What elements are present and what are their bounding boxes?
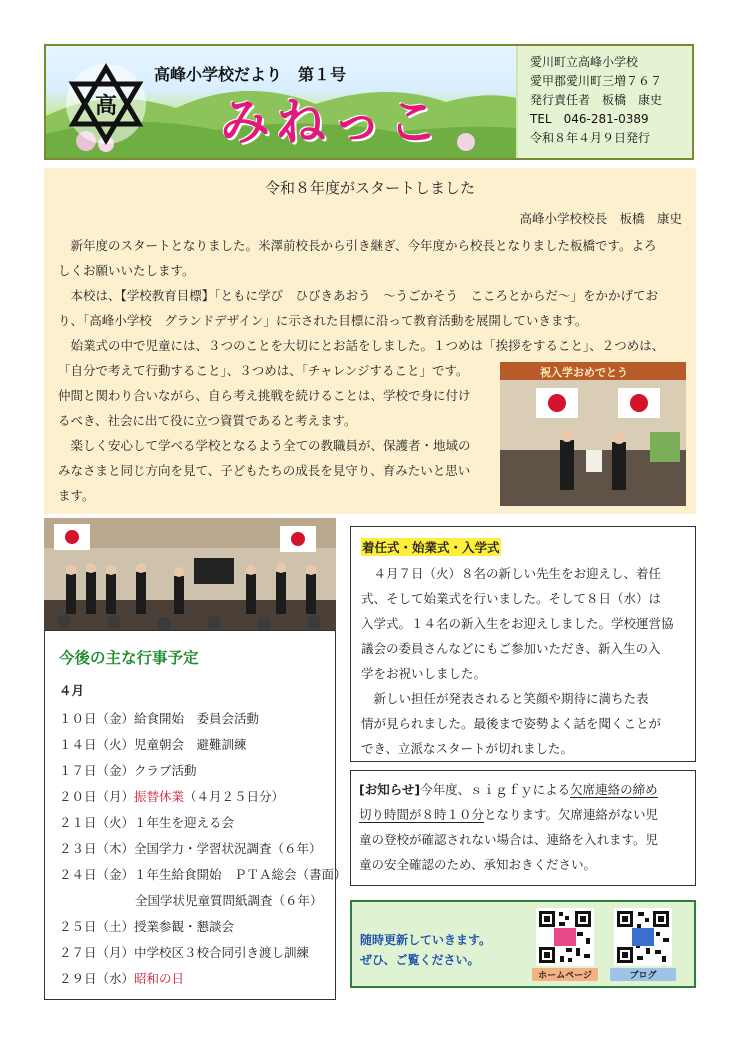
website-promo [350,900,696,988]
ceremony-photo [500,362,686,506]
greeting-title: 令和８年度がスタートしました [264,179,475,197]
event-item [59,761,197,779]
event-date: ２３日（木） [59,841,135,856]
event-item [59,709,259,727]
event-item-continued [135,891,323,909]
notice-line [359,802,693,827]
notice-emphasis: 切り時間が８時１０分 [359,807,485,822]
event-text-holiday: 振替休業 [134,789,185,804]
greeting-line: 本校は、【学校教育目標】「ともに学び ひびきあおう ～うごかそう こころとからだ～」をかかげてお [58,288,659,303]
events-month: ４月 [59,683,85,698]
ceremony-line: 学をお祝いしました。 [361,666,487,681]
event-item [59,917,234,935]
blog-qr-icon[interactable] [614,908,672,966]
homepage-qr-label: ホームページ [532,968,598,981]
event-item [59,735,247,753]
ceremony-title: 着任式・始業式・入学式 [362,540,500,555]
event-item [59,865,347,883]
school-name: 愛川町立高峰小学校 [530,55,639,69]
event-text: １年生給食開始 ＰＴＡ総会（書面） [134,867,347,882]
event-date: ２５日（土） [59,919,135,934]
ceremony-line: 式、そして始業式を行いました。そして８日（水）は [361,591,662,606]
event-item [59,839,322,857]
greeting-line: みなさまと同じ方向を見て、子どもたちの成長を見守り、育みたいと思い [58,463,471,478]
event-text: 授業参観・懇談会 [134,919,235,934]
event-date: ２１日（火） [59,815,135,830]
event-item [59,813,234,831]
phone: TEL 046-281-0389 [530,112,649,126]
notice-text: 今年度、ｓｉｇｆｙによる [420,782,571,797]
ceremony-line: 入学式。１４名の新入生をお迎えしました。学校運営協 [361,616,674,631]
homepage-qr-icon[interactable] [536,908,594,966]
issue-date: 令和８年４月９日発行 [530,131,651,145]
event-text: 児童朝会 避難訓練 [134,737,247,752]
publisher: 発行責任者 板橋 康史 [530,93,663,107]
event-text: １年生を迎える会 [134,815,235,830]
notice-emphasis: 欠席連絡の締め [570,782,658,797]
school-address: 愛甲郡愛川町三増７６７ [530,74,663,88]
ceremony-article [350,526,696,762]
greeting-line: 新年度のスタートとなりました。米澤前校長から引き継ぎ、今年度から校長となりました板橋です。よろ [58,238,657,253]
event-item [59,969,184,987]
emblem-char: 高 [94,94,118,119]
event-date: ２９日（水） [59,971,135,986]
blog-qr-label: ブログ [610,968,676,981]
promo-text [360,930,491,970]
event-date: １４日（火） [59,737,135,752]
notice-box [350,770,696,886]
event-date: ２７日（月） [59,945,135,960]
event-text: クラブ活動 [134,763,197,778]
promo-line: 随時更新していきます。 [360,933,492,947]
masthead [44,44,694,160]
notice-label: [お知らせ] [359,782,421,797]
greeting-line: ます。 [58,488,95,503]
greeting-line: るべき、社会に出て役に立つ資質であると考えます。 [58,413,357,428]
ceremony-line: 議会の委員さんなどにもご参加いただき、新入生の入 [361,641,661,656]
masthead-banner [46,46,516,158]
event-date: ２４日（金） [59,867,135,882]
notice-line [359,777,693,802]
ceremony-line: ４月７日（火）８名の新しい先生をお迎えし、着任 [361,566,662,581]
publisher-info [518,46,692,158]
event-text-holiday: 昭和の日 [134,971,185,986]
greeting-line: 楽しく安心して学べる学校となるよう全ての教職員が、保護者・地域の [58,438,471,453]
greeting-author: 高峰小学校校長 板橋 康史 [519,211,682,226]
staff-introduction-photo [44,518,336,630]
greeting-line: り、「高峰小学校 グランドデザイン」に示された目標に沿って教育活動を展開していきます。 [58,313,588,328]
ceremony-line: 新しい担任が発表されると笑顔や期待に満ちた表 [361,691,649,706]
event-item [59,787,284,805]
promo-line: ぜひ、ご覧ください。 [360,953,480,967]
newsletter-title: 高峰小学校だより 第１号 [154,65,347,84]
event-text: 給食開始 委員会活動 [134,711,260,726]
event-date: １０日（金） [59,711,135,726]
greeting-line: 始業式の中で児童には、３つのことを大切にとお話をしました。１つめは「挨拶をすること」、２つめは、 [58,338,665,353]
event-date: ２０日（月） [59,789,135,804]
greeting-line: 「自分で考えて行動すること」、３つめは、「チャレンジすること」です。 [58,363,469,378]
notice-line: 童の安全確認のため、承知おきください。 [359,857,597,872]
event-item [59,943,309,961]
events-box [44,630,347,1000]
event-text: 中学校区３校合同引き渡し訓練 [134,945,310,960]
event-note: （４月２５日分） [184,789,285,804]
notice-text: となります。欠席連絡がない児 [484,807,659,822]
greeting-line: 仲間と関わり合いながら、自ら考え挑戦を続けることは、学校で身に付け [58,388,471,403]
greeting-line: しくお願いいたします。 [58,263,195,278]
notice-line: 童の登校が確認されない場合は、連絡を入れます。児 [359,832,659,847]
event-text: 全国学状児童質問紙調査（６年） [135,893,323,908]
ceremony-line: 情が見られました。最後まで姿勢よく話を聞くことが [361,716,662,731]
event-date: １７日（金） [59,763,135,778]
newsletter-name: みねっこ [220,93,444,151]
ceremony-line: でき、立派なスタートが切れました。 [361,741,574,756]
photo-banner-text: 祝入学おめでとう [540,366,628,379]
event-text: 全国学力・学習状況調査（６年） [134,841,322,856]
school-emblem-icon [64,62,148,146]
principal-greeting [44,168,696,514]
events-title: 今後の主な行事予定 [59,649,199,667]
